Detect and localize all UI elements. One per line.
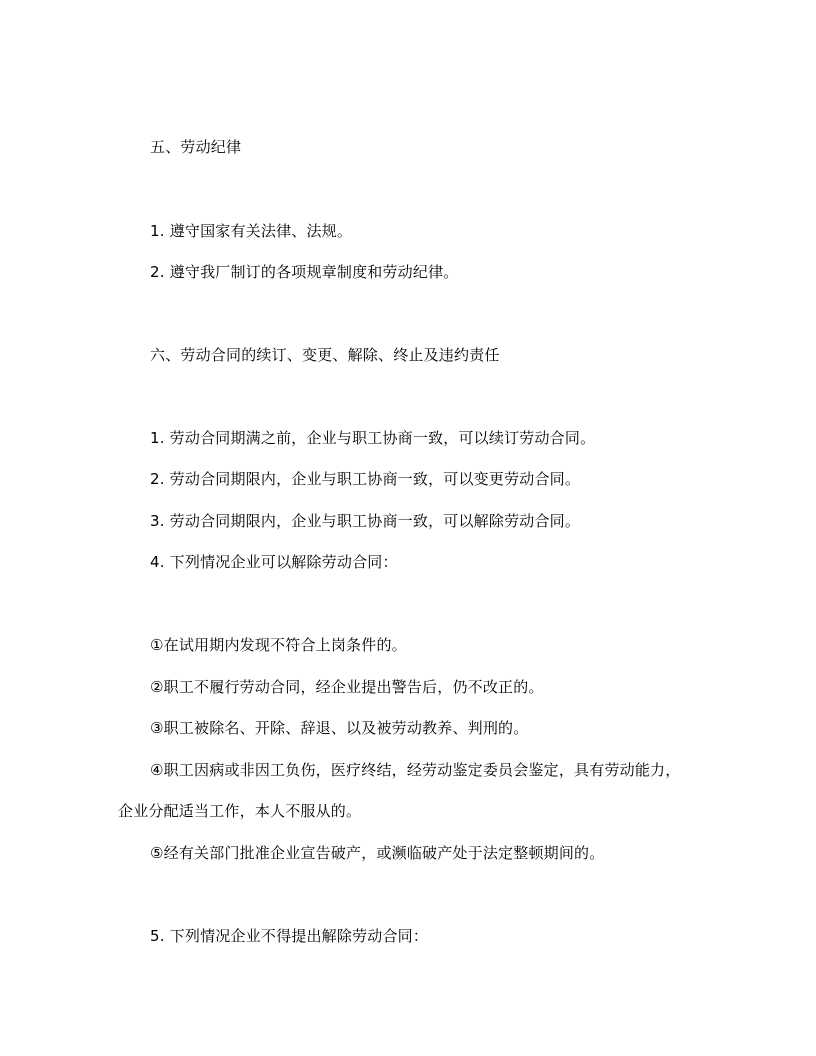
- sub-list-item: ⑤经有关部门批准企业宣告破产，或濒临破产处于法定整顿期间的。: [150, 844, 605, 862]
- list-item: 2. 遵守我厂制订的各项规章制度和劳动纪律。: [150, 263, 459, 281]
- sub-list-item: ③职工被除名、开除、辞退、以及被劳动教养、判刑的。: [150, 719, 529, 737]
- list-item: 5. 下列情况企业不得提出解除劳动合同：: [150, 927, 429, 945]
- sub-list-item-continuation: 企业分配适当工作，本人不服从的。: [118, 802, 362, 820]
- list-item: 1. 劳动合同期满之前，企业与职工协商一致，可以续订劳动合同。: [150, 429, 596, 447]
- sub-list-item: ②职工不履行劳动合同，经企业提出警告后，仍不改正的。: [150, 678, 544, 696]
- list-item: 1. 遵守国家有关法律、法规。: [150, 222, 353, 240]
- list-item: 4. 下列情况企业可以解除劳动合同：: [150, 553, 398, 571]
- section-heading-labor-discipline: 五、劳动纪律: [150, 138, 242, 156]
- sub-list-item: ④职工因病或非因工负伤，医疗终结，经劳动鉴定委员会鉴定，具有劳动能力，: [150, 761, 681, 779]
- sub-list-item: ①在试用期内发现不符合上岗条件的。: [150, 636, 407, 654]
- list-item: 3. 劳动合同期限内，企业与职工协商一致，可以解除劳动合同。: [150, 512, 581, 530]
- section-heading-contract-changes: 六、劳动合同的续订、变更、解除、终止及违约责任: [150, 346, 500, 364]
- list-item: 2. 劳动合同期限内，企业与职工协商一致，可以变更劳动合同。: [150, 470, 581, 488]
